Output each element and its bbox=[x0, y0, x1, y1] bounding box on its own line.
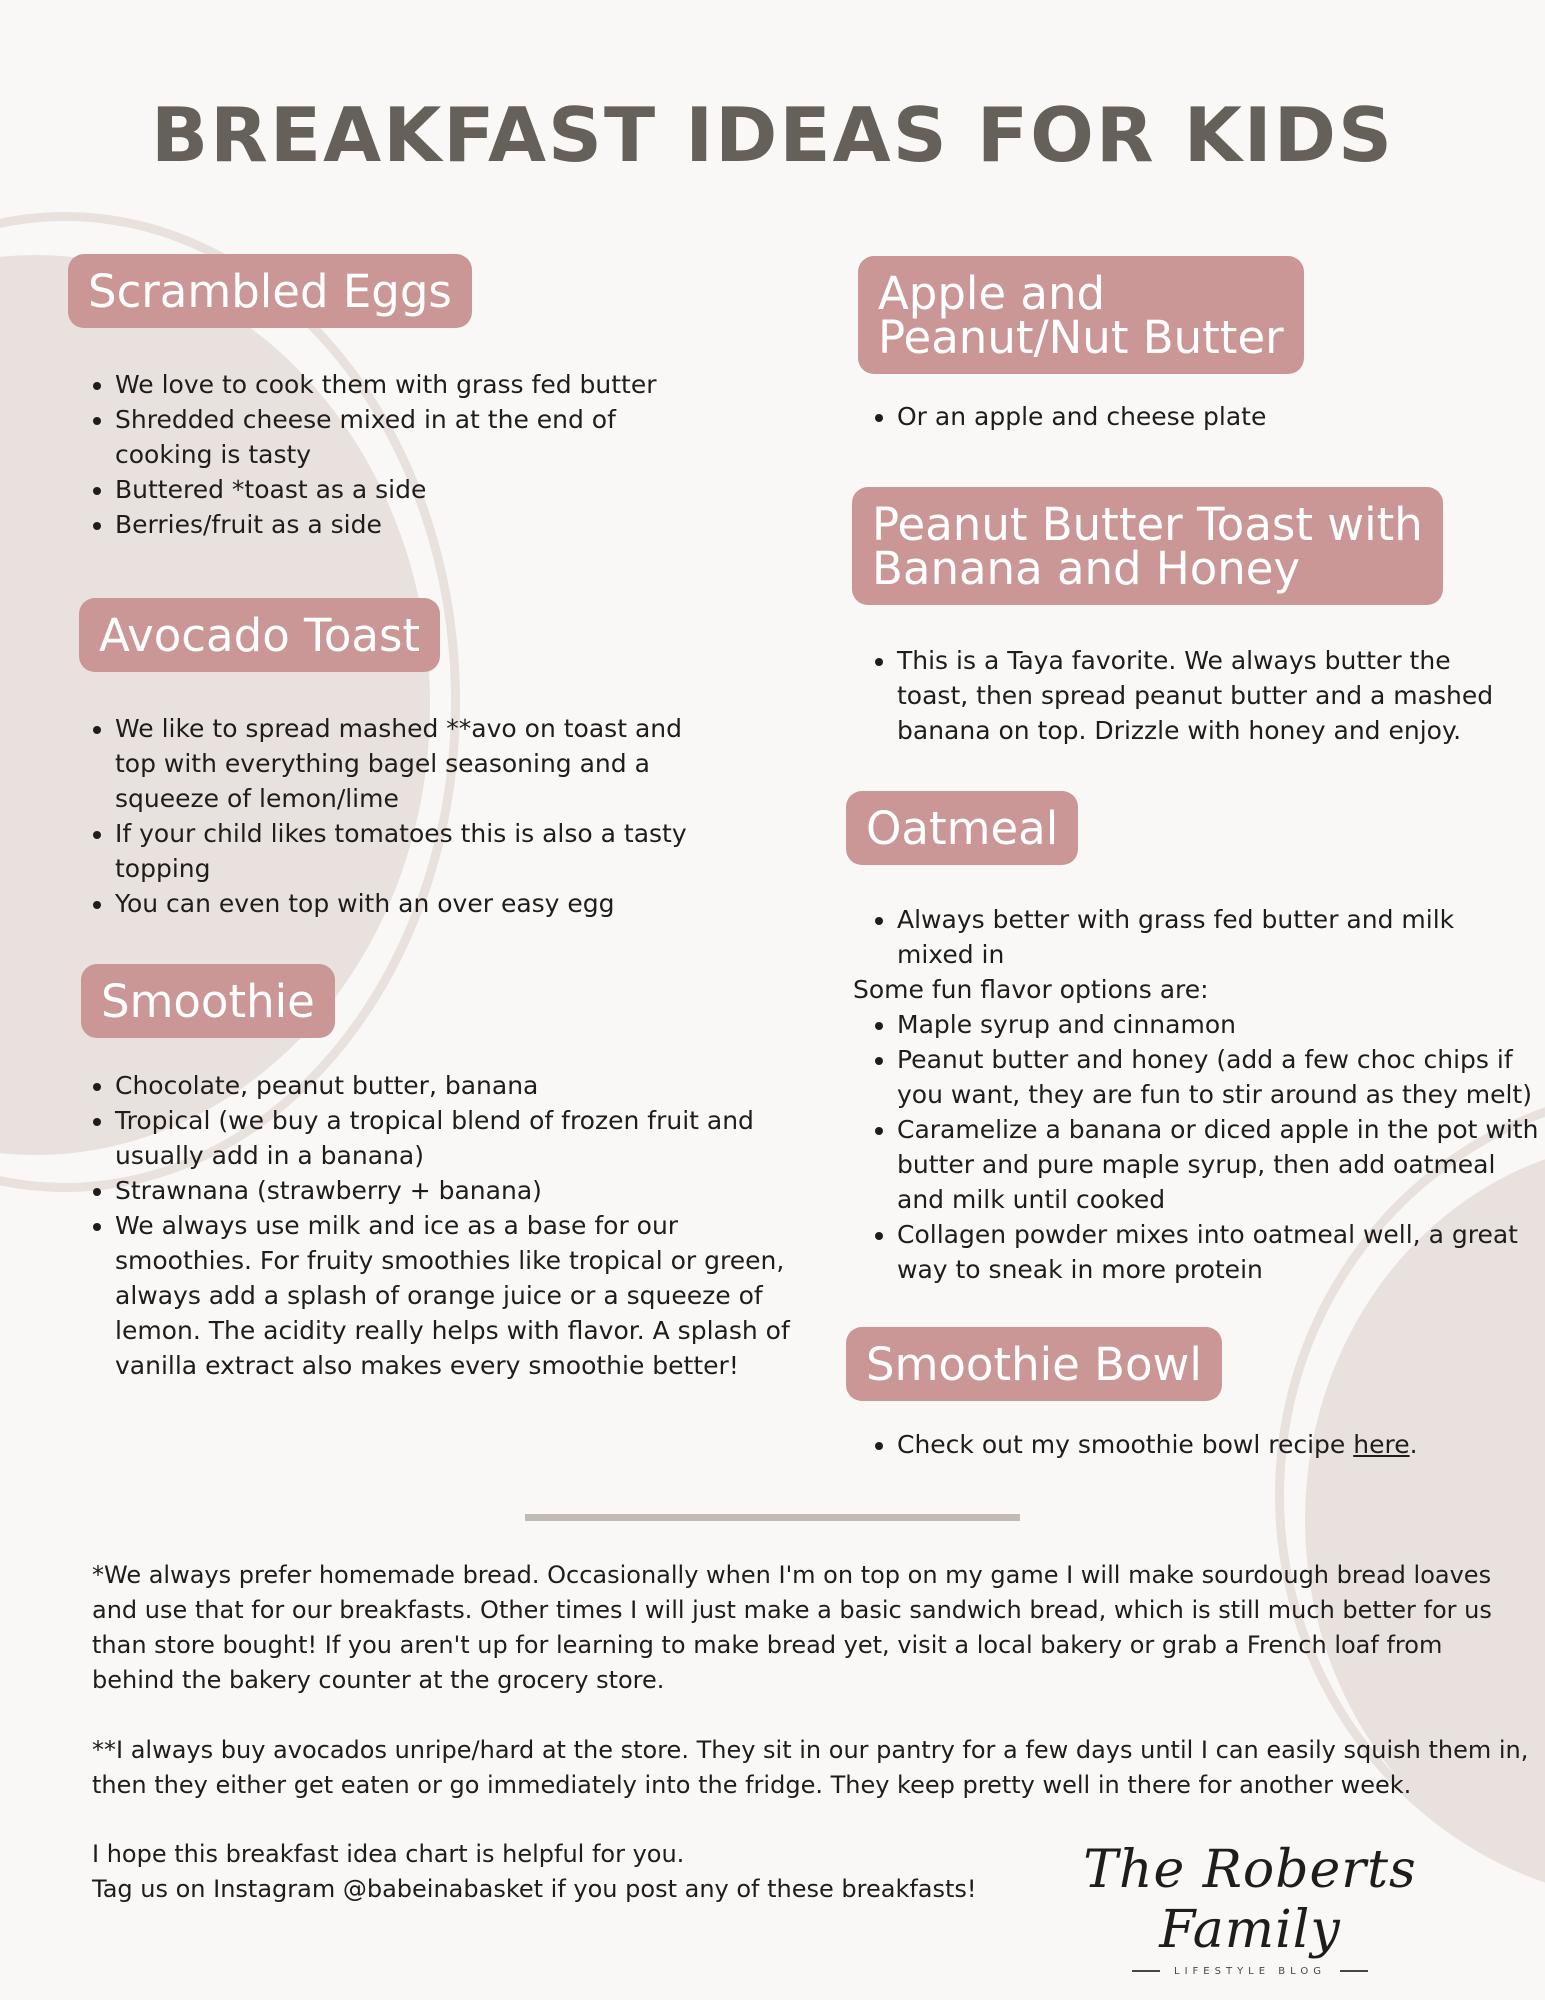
list-item: • Always better with grass fed butter and milk mixed in bbox=[897, 902, 1517, 972]
list-item: • We always use milk and ice as a base for our smoothies. For fruity smoothies like tropical or green, always add a splash of orange juice or a squeeze of lemon. The acidity really helps with flavor. A splash of vanilla extract also makes every smoothie better! bbox=[115, 1208, 815, 1383]
list-item: • You can even top with an over easy egg bbox=[115, 886, 720, 921]
list-item: • Peanut butter and honey (add a few choc chips if you want, they are fun to stir around as they melt) bbox=[897, 1042, 1542, 1112]
heading-line: Peanut/Nut Butter bbox=[878, 311, 1284, 364]
closing-text bbox=[92, 1837, 1072, 1907]
heading-scrambled-eggs: Scrambled Eggs bbox=[68, 254, 472, 328]
heading-pb-toast bbox=[852, 487, 1443, 605]
list-item: • Collagen powder mixes into oatmeal well, a great way to sneak in more protein bbox=[897, 1217, 1542, 1287]
list-item: • We like to spread mashed **avo on toast and top with everything bagel seasoning and a squeeze of lemon/lime bbox=[115, 711, 720, 816]
list-smoothie bbox=[92, 1068, 815, 1383]
list-item: • Strawnana (strawberry + banana) bbox=[115, 1173, 815, 1208]
list-item: • Berries/fruit as a side bbox=[115, 507, 695, 542]
list-item: • This is a Taya favorite. We always butter the toast, then spread peanut butter and a mashed banana on top. Drizzle with honey and enjoy. bbox=[897, 643, 1517, 748]
list-oatmeal bbox=[874, 902, 1517, 972]
brand-name: The Roberts Family bbox=[1083, 1840, 1417, 1960]
heading-oatmeal: Oatmeal bbox=[846, 791, 1078, 865]
list-item: • We love to cook them with grass fed butter bbox=[115, 367, 695, 402]
list-pb-toast bbox=[874, 643, 1517, 748]
heading-apple-nut-butter bbox=[858, 256, 1304, 374]
closing-line: I hope this breakfast idea chart is helpful for you. bbox=[92, 1840, 685, 1868]
list-avocado-toast bbox=[92, 711, 720, 921]
list-item: • Caramelize a banana or diced apple in the pot with butter and pure maple syrup, then add oatmeal and milk until cooked bbox=[897, 1112, 1542, 1217]
heading-line: Apple and bbox=[878, 267, 1106, 320]
instagram-line: Tag us on Instagram @babeinabasket if you post any of these breakfasts! bbox=[92, 1875, 977, 1903]
list-item bbox=[897, 1427, 1517, 1462]
list-item: • Buttered *toast as a side bbox=[115, 472, 695, 507]
heading-line: Peanut Butter Toast with bbox=[872, 498, 1423, 551]
heading-smoothie-bowl: Smoothie Bowl bbox=[846, 1327, 1222, 1401]
heading-line: Banana and Honey bbox=[872, 542, 1301, 595]
list-item: • If your child likes tomatoes this is also a tasty topping bbox=[115, 816, 720, 886]
recipe-text: Check out my smoothie bowl recipe bbox=[897, 1430, 1354, 1459]
footnote-bread: *We always prefer homemade bread. Occasionally when I'm on top on my game I will make sourdough bread loaves and use that for our breakfasts. Other times I will just make a basic sandwich bread, which is still much better for us than store bought! If you aren't up for learning to make bread yet, visit a local bakery or grab a French loaf from behind the bakery counter at the grocery store. bbox=[92, 1561, 1492, 1694]
brand-logo bbox=[1050, 1840, 1450, 1977]
list-item: • Maple syrup and cinnamon bbox=[897, 1007, 1542, 1042]
heading-smoothie: Smoothie bbox=[81, 964, 335, 1038]
recipe-link[interactable]: here bbox=[1353, 1430, 1410, 1459]
list-item: • Tropical (we buy a tropical blend of frozen fruit and usually add in a banana) bbox=[115, 1103, 815, 1173]
recipe-text-end: . bbox=[1409, 1430, 1418, 1459]
footnote-avocado: **I always buy avocados unripe/hard at the store. They sit in our pantry for a few days until I can easily squish them in, then they either get eaten or go immediately into the fridge. They keep pretty well in there for another week. bbox=[92, 1736, 1529, 1799]
section-divider bbox=[525, 1514, 1020, 1521]
list-item: • Or an apple and cheese plate bbox=[897, 399, 1517, 434]
decor-ring-left bbox=[0, 212, 460, 1192]
heading-avocado-toast: Avocado Toast bbox=[79, 598, 440, 672]
list-apple bbox=[874, 399, 1517, 434]
list-item: • Chocolate, peanut butter, banana bbox=[115, 1068, 815, 1103]
brand-tagline: LIFESTYLE BLOG bbox=[1050, 1966, 1450, 1977]
list-scrambled-eggs bbox=[92, 367, 695, 542]
list-item: • Shredded cheese mixed in at the end of cooking is tasty bbox=[115, 402, 695, 472]
list-oatmeal-options bbox=[874, 1007, 1542, 1287]
list-smoothie-bowl bbox=[874, 1427, 1517, 1462]
page-title: BREAKFAST IDEAS FOR KIDS bbox=[151, 91, 1394, 179]
oatmeal-options-intro: Some fun flavor options are: bbox=[853, 975, 1209, 1004]
